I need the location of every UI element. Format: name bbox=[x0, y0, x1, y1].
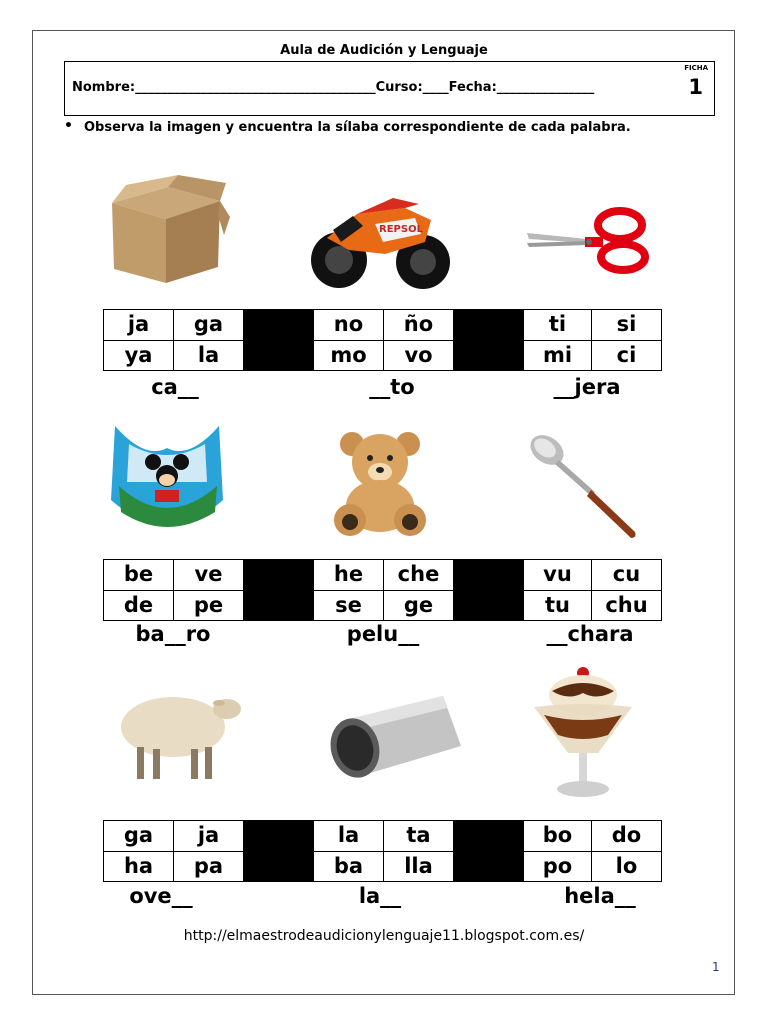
instruction bbox=[64, 118, 658, 137]
separator-cell bbox=[244, 560, 314, 591]
ficha-number: 1 bbox=[688, 75, 703, 99]
syllable-cell[interactable]: chu bbox=[592, 590, 662, 621]
name-course-date-line: Nombre:_____________________________________Curso:____Fecha:_______________ bbox=[72, 80, 595, 95]
separator-cell bbox=[454, 310, 524, 341]
ficha-label: FICHA bbox=[684, 64, 708, 72]
cardboard-box-image bbox=[108, 175, 232, 287]
word-prompt: ove__ bbox=[129, 884, 193, 908]
syllable-cell[interactable]: bo bbox=[524, 821, 592, 852]
syllable-cell[interactable]: de bbox=[104, 590, 174, 621]
separator-cell bbox=[454, 590, 524, 621]
tin-can-image bbox=[315, 690, 465, 785]
syllable-cell[interactable]: ga bbox=[174, 310, 244, 341]
syllable-cell[interactable]: ta bbox=[384, 821, 454, 852]
syllable-table-row-3 bbox=[103, 820, 662, 882]
syllable-cell[interactable]: se bbox=[314, 590, 384, 621]
syllable-cell[interactable]: vo bbox=[384, 340, 454, 371]
word-prompt: pelu__ bbox=[346, 622, 420, 646]
syllable-cell[interactable]: ti bbox=[524, 310, 592, 341]
syllable-cell[interactable]: lo bbox=[592, 851, 662, 882]
syllable-cell[interactable]: do bbox=[592, 821, 662, 852]
separator-cell bbox=[454, 821, 524, 852]
syllable-cell[interactable]: si bbox=[592, 310, 662, 341]
spoon-image bbox=[525, 428, 640, 543]
syllable-cell[interactable]: ge bbox=[384, 590, 454, 621]
word-prompt: __to bbox=[369, 375, 415, 399]
separator-cell bbox=[244, 340, 314, 371]
word-prompt: hela__ bbox=[564, 884, 636, 908]
sheep-image bbox=[115, 685, 247, 785]
page-number: 1 bbox=[712, 960, 720, 974]
separator-cell bbox=[244, 590, 314, 621]
separator-cell bbox=[244, 821, 314, 852]
word-prompt: ba__ro bbox=[135, 622, 211, 646]
word-prompt: __jera bbox=[553, 375, 621, 399]
separator-cell bbox=[454, 560, 524, 591]
scissors-image bbox=[525, 205, 650, 275]
instruction-text: Observa la imagen y encuentra la sílaba correspondiente de cada palabra. bbox=[84, 120, 631, 135]
syllable-cell[interactable]: ja bbox=[104, 310, 174, 341]
syllable-cell[interactable]: la bbox=[314, 821, 384, 852]
separator-cell bbox=[454, 851, 524, 882]
syllable-cell[interactable]: po bbox=[524, 851, 592, 882]
student-info-box bbox=[64, 61, 715, 116]
syllable-cell[interactable]: vu bbox=[524, 560, 592, 591]
syllable-cell[interactable]: pe bbox=[174, 590, 244, 621]
syllable-cell[interactable]: he bbox=[314, 560, 384, 591]
syllable-cell[interactable]: pa bbox=[174, 851, 244, 882]
teddy-bear-image bbox=[330, 428, 434, 538]
syllable-cell[interactable]: lla bbox=[384, 851, 454, 882]
syllable-cell[interactable]: tu bbox=[524, 590, 592, 621]
syllable-cell[interactable]: no bbox=[314, 310, 384, 341]
syllable-cell[interactable]: mi bbox=[524, 340, 592, 371]
bullet-icon: • bbox=[64, 118, 73, 134]
syllable-cell[interactable]: ba bbox=[314, 851, 384, 882]
syllable-cell[interactable]: ve bbox=[174, 560, 244, 591]
syllable-cell[interactable]: ha bbox=[104, 851, 174, 882]
syllable-cell[interactable]: be bbox=[104, 560, 174, 591]
worksheet-title: Aula de Audición y Lenguaje bbox=[280, 43, 488, 58]
word-prompt: __chara bbox=[546, 622, 634, 646]
syllable-cell[interactable]: ño bbox=[384, 310, 454, 341]
blog-url[interactable]: http://elmaestrodeaudicionylenguaje11.blogspot.com.es/ bbox=[183, 928, 585, 944]
separator-cell bbox=[454, 340, 524, 371]
syllable-table-row-1 bbox=[103, 309, 662, 371]
motorcycle-image bbox=[305, 190, 455, 296]
syllable-cell[interactable]: mo bbox=[314, 340, 384, 371]
syllable-cell[interactable]: cu bbox=[592, 560, 662, 591]
word-prompt: la__ bbox=[358, 884, 402, 908]
syllable-cell[interactable]: ya bbox=[104, 340, 174, 371]
syllable-table-row-2 bbox=[103, 559, 662, 621]
baby-bib-image bbox=[105, 420, 230, 540]
word-prompt: ca__ bbox=[151, 375, 199, 399]
syllable-cell[interactable]: la bbox=[174, 340, 244, 371]
syllable-cell[interactable]: ci bbox=[592, 340, 662, 371]
separator-cell bbox=[244, 310, 314, 341]
svg-text:REPSOL: REPSOL bbox=[379, 224, 423, 235]
syllable-cell[interactable]: che bbox=[384, 560, 454, 591]
ice-cream-sundae-image bbox=[528, 665, 638, 805]
separator-cell bbox=[244, 851, 314, 882]
syllable-cell[interactable]: ja bbox=[174, 821, 244, 852]
syllable-cell[interactable]: ga bbox=[104, 821, 174, 852]
